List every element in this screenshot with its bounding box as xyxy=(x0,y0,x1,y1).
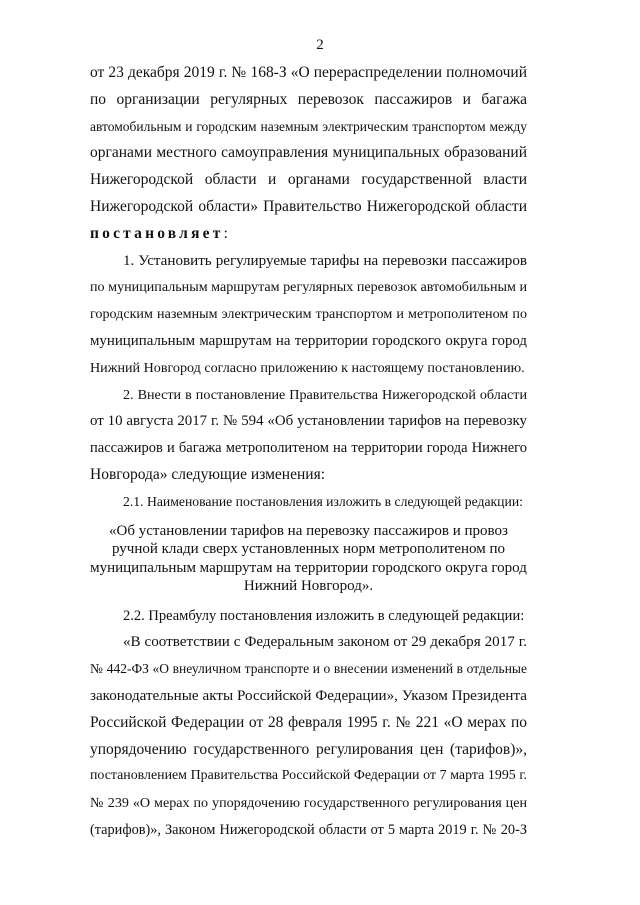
text-line: № 239 «О мерах по упорядочению государственного регулирования цен xyxy=(90,795,527,812)
decree-colon: : xyxy=(223,224,228,242)
item-2-1-paragraph: 2.1. Наименование постановления изложить в следующей редакции: xyxy=(123,493,523,509)
text-line: упорядочению государственного регулирования цен (тарифов)», xyxy=(90,740,527,758)
text-line: по муниципальным маршрутам регулярных перевозок автомобильным и xyxy=(90,279,527,296)
item-1-paragraph xyxy=(90,248,527,382)
text-line: (тарифов)», Законом Нижегородской области от 5 марта 2019 г. № 20-З xyxy=(90,821,527,838)
intro-paragraph xyxy=(90,60,527,248)
text-line: № 442-ФЗ «О внеуличном транспорте и о внесении изменений в отдельные xyxy=(90,661,527,677)
text-line: 2. Внести в постановление Правительства Нижегородской области xyxy=(123,386,527,403)
text-line: городским наземным электрическим транспортом и метрополитеном по xyxy=(90,306,527,323)
quote-line: муниципальным маршрутам на территории городского округа город xyxy=(90,559,527,576)
text-line: по организации регулярных перевозок пассажиров и багажа xyxy=(90,90,527,108)
item-2-2-paragraph: 2.2. Преамбулу постановления изложить в следующей редакции: xyxy=(123,607,525,624)
text-line: Новгорода» следующие изменения: xyxy=(90,465,326,483)
quote-line: Нижний Новгород». xyxy=(243,578,374,595)
page-number: 2 xyxy=(316,37,324,53)
text-line: Нижегородской области» Правительство Нижегородской области xyxy=(90,197,527,215)
quote-line: «Об установлении тарифов на перевозку пассажиров и провоз xyxy=(109,522,508,539)
text-line: законодательные акты Российской Федерации», Указом Президента xyxy=(90,687,527,704)
text-line: муниципальным маршрутам на территории городского округа город xyxy=(90,332,527,349)
quote-line: ручной клади сверх установленных норм метрополитеном по xyxy=(111,541,506,558)
text-line: 1. Установить регулируемые тарифы на перевозки пассажиров xyxy=(123,252,527,269)
text-line: Российской Федерации от 28 февраля 1995 г. № 221 «О мерах по xyxy=(90,713,527,731)
decree-word: постановляет xyxy=(90,224,224,242)
text-line: от 23 декабря 2019 г. № 168-З «О перераспределении полномочий xyxy=(90,64,527,81)
text-line: пассажиров и багажа метрополитеном на территории города Нижнего xyxy=(90,440,527,457)
preamble-paragraph xyxy=(90,629,527,843)
text-line: Нижегородской области и органами государственной власти xyxy=(90,171,527,189)
item-2-paragraph xyxy=(90,382,527,489)
title-quote xyxy=(90,522,527,596)
decree-line xyxy=(90,221,527,248)
text-line: автомобильным и городским наземным электрическим транспортом между xyxy=(90,118,527,134)
text-line: постановлением Правительства Российской Федерации от 7 марта 1995 г. xyxy=(90,768,527,784)
text-line: органами местного самоуправления муниципальных образований xyxy=(90,144,527,162)
text-line: от 10 августа 2017 г. № 594 «Об установлении тарифов на перевозку xyxy=(90,413,527,430)
text-line: Нижний Новгород согласно приложению к настоящему постановлению. xyxy=(90,359,525,376)
text-line: «В соответствии с Федеральным законом от 29 декабря 2017 г. xyxy=(123,634,527,651)
document-body xyxy=(90,60,527,844)
